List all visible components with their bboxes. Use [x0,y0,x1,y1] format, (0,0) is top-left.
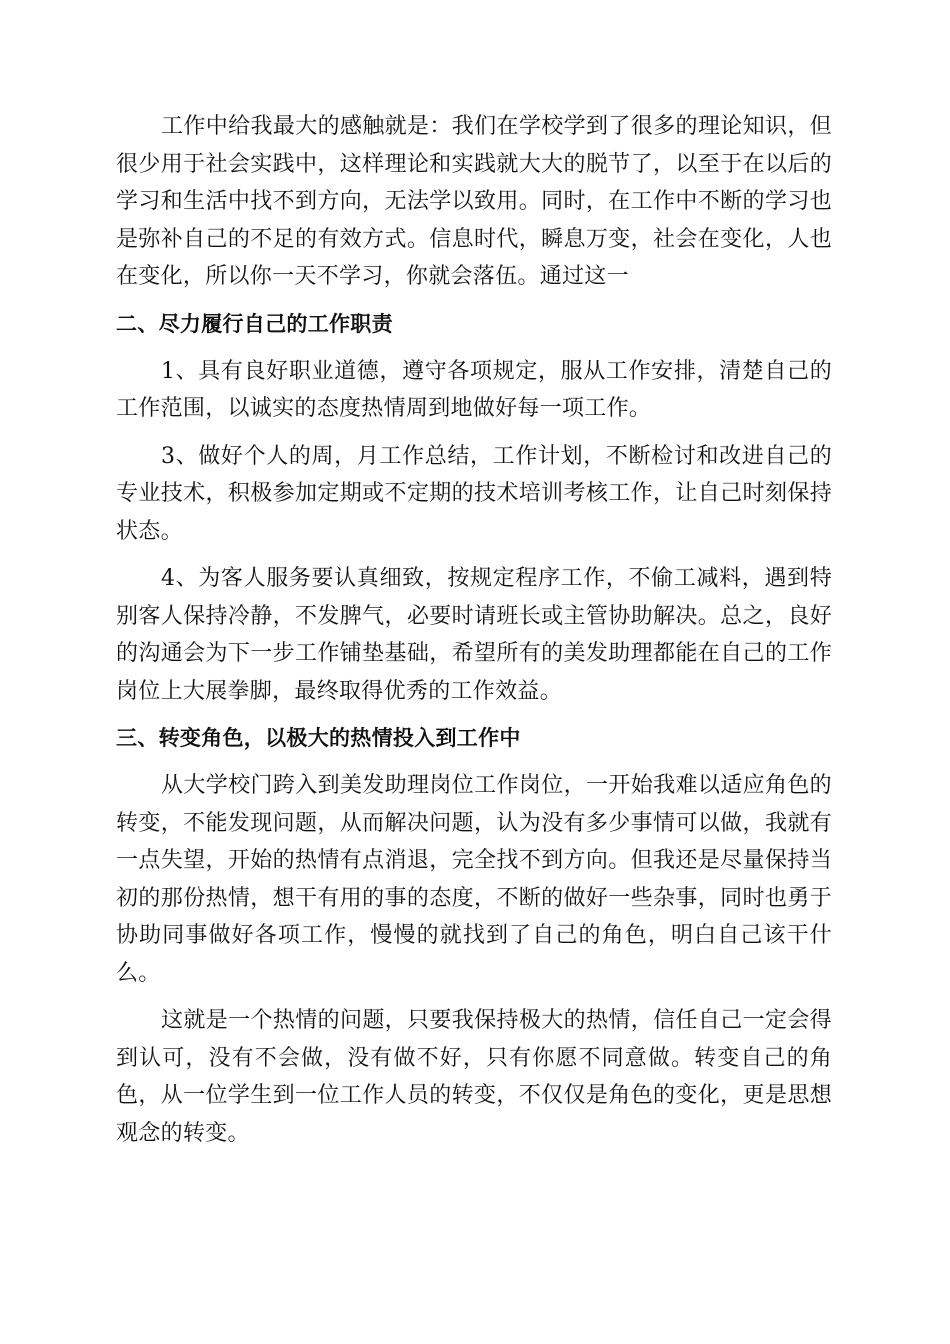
paragraph-item-1: 1、具有良好职业道德，遵守各项规定，服从工作安排，清楚自己的工作范围，以诚实的态度热情周到地做好每一项工作。 [116,358,832,421]
paragraph-enthusiasm: 这就是一个热情的问题，只要我保持极大的热情，信任自己一定会得到认可，没有不会做，没有做不好，只有你愿不同意做。转变自己的角色，从一位学生到一位工作人员的转变，不仅仅是角色的变化，更是思想观念的转变。 [116,1008,832,1146]
heading-section-2: 二、尽力履行自己的工作职责 [116,311,393,336]
paragraph-role-change: 从大学校门跨入到美发助理岗位工作岗位，一开始我难以适应角色的转变，不能发现问题，从而解决问题，认为没有多少事情可以做，我就有一点失望，开始的热情有点消退，完全找不到方向。但我还是尽量保持当初的那份热情，想干有用的事的态度，不断的做好一些杂事，同时也勇于协助同事做好各项工作，慢慢的就找到了自己的角色，明白自己该干什么。 [116,773,832,986]
paragraph-item-3: 3、做好个人的周，月工作总结，工作计划，不断检讨和改进自己的专业技术，积极参加定期或不定期的技术培训考核工作，让自己时刻保持状态。 [116,443,832,544]
paragraph-item-4: 4、为客人服务要认真细致，按规定程序工作，不偷工减料，遇到特别客人保持冷静，不发脾气，必要时请班长或主管协助解决。总之，良好的沟通会为下一步工作铺垫基础，希望所有的美发助理都能在自己的工作岗位上大展拳脚，最终取得优秀的工作效益。 [116,566,832,704]
heading-section-3: 三、转变角色，以极大的热情投入到工作中 [116,726,521,750]
paragraph-work-impression: 工作中给我最大的感触就是：我们在学校学到了很多的理论知识，但很少用于社会实践中，这样理论和实践就大大的脱节了，以至于在以后的学习和生活中找不到方向，无法学以致用。同时，在工作中不断的学习也是弥补自己的不足的有效方式。信息时代，瞬息万变，社会在变化，人也在变化，所以你一天不学习，你就会落伍。通过这一 [116,114,832,289]
